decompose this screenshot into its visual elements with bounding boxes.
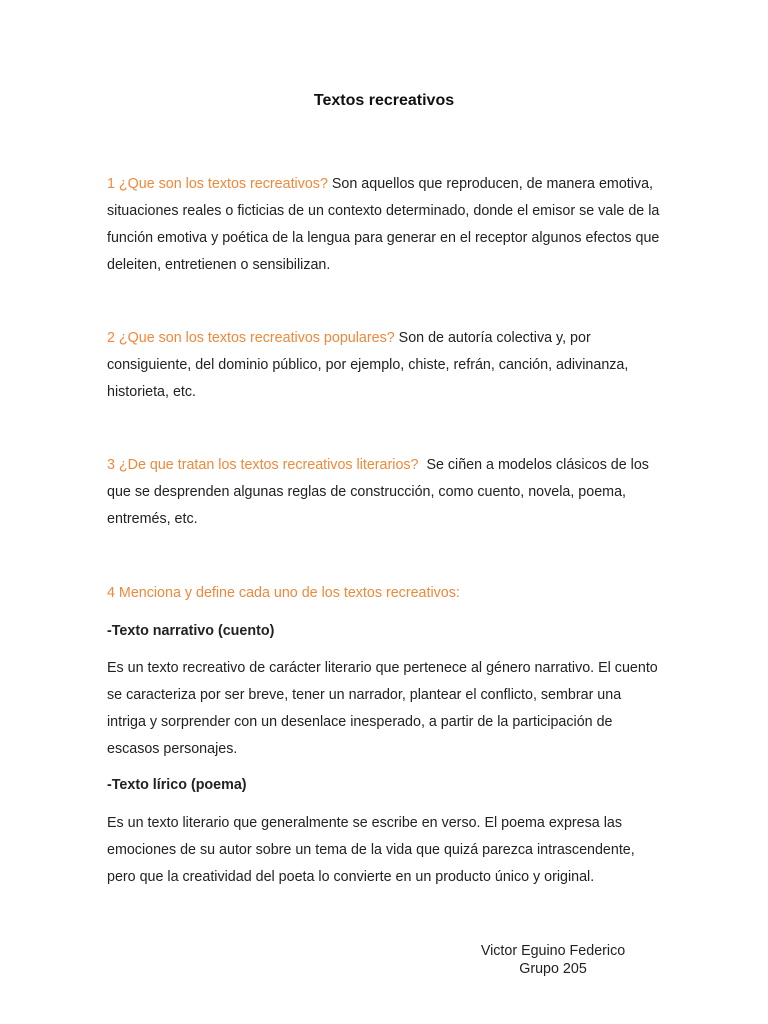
question-3: 3 ¿De que tratan los textos recreativos literarios? (107, 457, 419, 473)
narrative-body: Es un texto recreativo de carácter literario que pertenece al género narrativo. El cuento se caracteriza por ser breve, tener un narrador, plantear el conflicto, sembrar una intriga y sorprender con un desenlace inesperado, a partir de la participación de escasos personajes. (107, 660, 658, 757)
question-block-3 (107, 452, 663, 533)
author-name: Victor Eguino Federico (480, 943, 626, 959)
question-block-2 (107, 325, 663, 406)
page-title: Textos recreativos (313, 92, 455, 109)
question-1: 1 ¿Que son los textos recreativos? (107, 176, 328, 192)
lyric-heading: -Texto lírico (poema) (107, 777, 247, 793)
question-4: 4 Menciona y define cada uno de los textos recreativos: (107, 585, 460, 601)
question-2: 2 ¿Que son los textos recreativos populares? (107, 330, 395, 346)
answer-1: Son aquellos que reproducen, de manera emotiva, situaciones reales o ficticias de un contexto determinado, donde el emisor se vale de la función emotiva y poética de la lengua para generar en el receptor algunos efectos que deleiten, entretienen o sensibilizan. (107, 176, 660, 273)
author-group: Grupo 205 (519, 961, 587, 977)
question-block-1 (107, 171, 663, 279)
narrative-heading: -Texto narrativo (cuento) (107, 623, 275, 639)
lyric-body: Es un texto literario que generalmente se escribe en verso. El poema expresa las emociones de su autor sobre un tema de la vida que quizá parezca intrascendente, pero que la creatividad del poeta lo convierte en un producto único y original. (107, 815, 635, 885)
answer-3: Se ciñen a modelos clásicos de los que se desprenden algunas reglas de construcción, como cuento, novela, poema, entremés, etc. (107, 457, 653, 527)
signature-block (453, 942, 653, 978)
answer-2: Son de autoría colectiva y, por consiguiente, del dominio público, por ejemplo, chiste, refrán, canción, adivinanza, historieta, etc. (107, 330, 629, 400)
